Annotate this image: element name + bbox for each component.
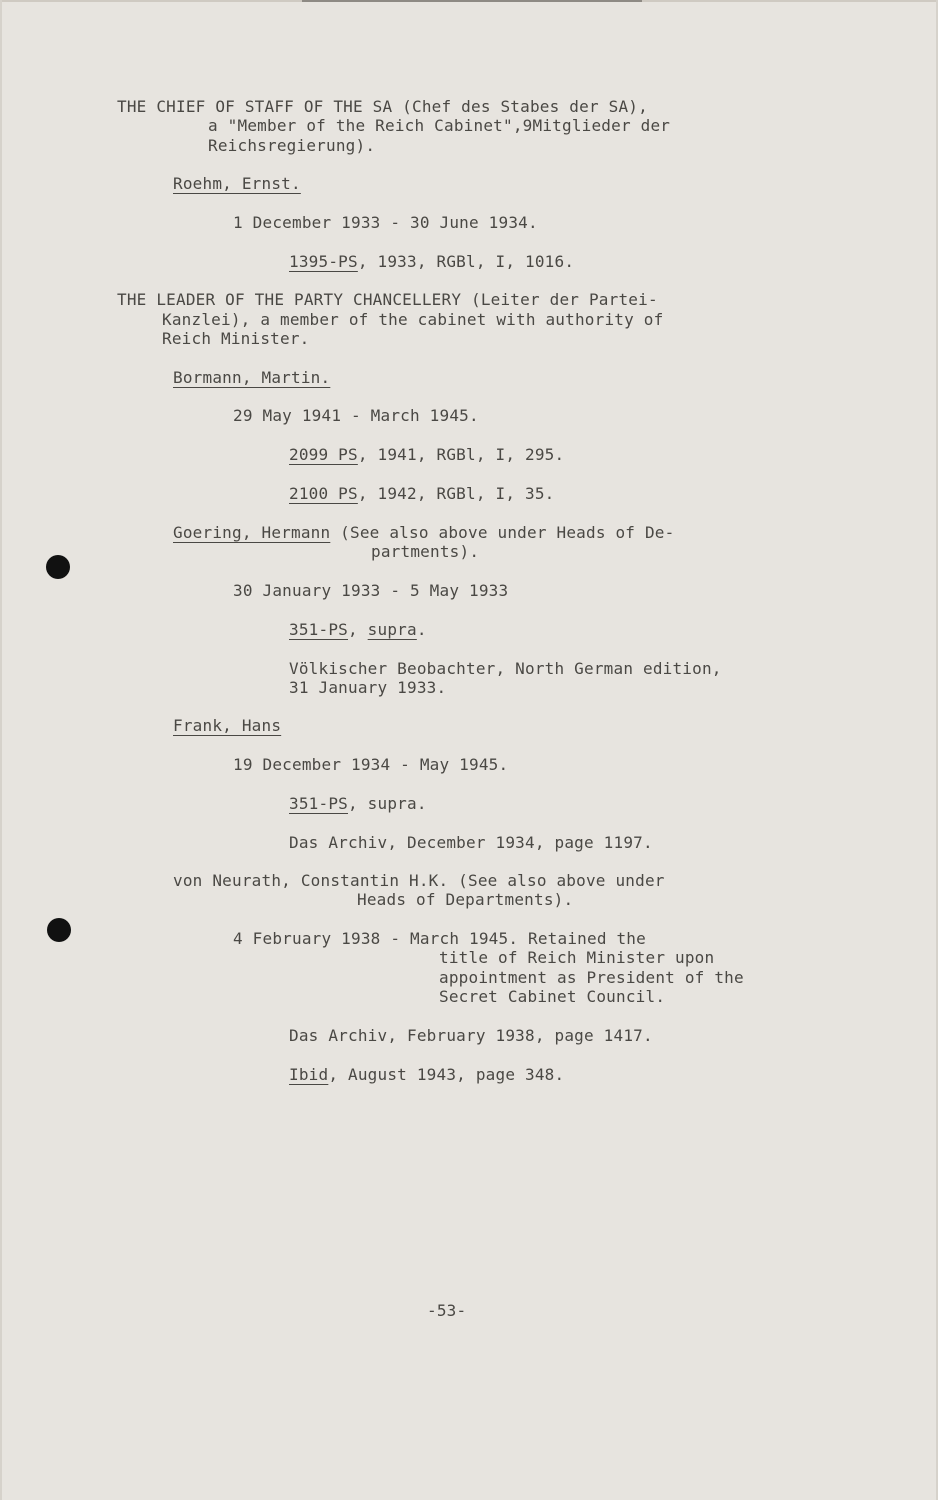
neurath-dates-line1: 4 February 1938 - March 1945. Retained the bbox=[233, 929, 646, 948]
page-top-fold-mark bbox=[302, 0, 642, 2]
neurath-entry-line2: Heads of Departments). bbox=[357, 890, 574, 909]
goering-reference-1 bbox=[289, 620, 427, 640]
party-heading-line2: Kanzlei), a member of the cabinet with authority of bbox=[162, 310, 664, 329]
party-heading-line1: THE LEADER OF THE PARTY CHANCELLERY (Leiter der Partei- bbox=[117, 290, 658, 309]
goering-entry-line1 bbox=[173, 523, 674, 543]
party-heading-line3: Reich Minister. bbox=[162, 329, 310, 348]
bormann-reference-2 bbox=[289, 484, 555, 504]
punch-hole-lower bbox=[47, 918, 71, 942]
bormann-ref2-document: 2100 PS bbox=[289, 484, 358, 503]
punch-hole-upper bbox=[46, 555, 70, 579]
neurath-reference-2 bbox=[289, 1065, 564, 1085]
bormann-reference-1 bbox=[289, 445, 564, 465]
neurath-ref2-citation: , August 1943, page 348. bbox=[328, 1065, 565, 1084]
sa-heading-line3: Reichsregierung). bbox=[208, 136, 376, 155]
bormann-ref1-citation: , 1941, RGBl, I, 295. bbox=[357, 445, 565, 464]
frank-name: Frank, Hans bbox=[173, 716, 282, 735]
bormann-ref2-citation: , 1942, RGBl, I, 35. bbox=[357, 484, 555, 503]
goering-ref1-separator: , bbox=[348, 620, 368, 639]
neurath-dates-line2: title of Reich Minister upon bbox=[439, 948, 715, 967]
neurath-entry-line1: von Neurath, Constantin H.K. (See also above under bbox=[173, 871, 665, 890]
frank-ref1-document: 351-PS bbox=[289, 794, 348, 813]
neurath-dates-line4: Secret Cabinet Council. bbox=[439, 987, 666, 1006]
roehm-ref-citation: , 1933, RGBl, I, 1016. bbox=[357, 252, 575, 271]
goering-reference-2-line2: 31 January 1933. bbox=[289, 678, 447, 697]
neurath-reference-1: Das Archiv, February 1938, page 1417. bbox=[289, 1026, 653, 1045]
neurath-dates-line3: appointment as President of the bbox=[439, 968, 744, 987]
frank-reference-2: Das Archiv, December 1934, page 1197. bbox=[289, 833, 653, 852]
frank-reference-1 bbox=[289, 794, 427, 814]
sa-heading-line2: a "Member of the Reich Cabinet",9Mitglieder der bbox=[208, 116, 671, 135]
roehm-dates: 1 December 1933 - 30 June 1934. bbox=[233, 213, 538, 232]
roehm-reference bbox=[289, 252, 574, 272]
frank-ref1-citation: , supra. bbox=[348, 794, 427, 813]
roehm-name: Roehm, Ernst. bbox=[173, 174, 301, 193]
bormann-name: Bormann, Martin. bbox=[173, 368, 331, 387]
goering-note: (See also above under Heads of De- bbox=[330, 523, 675, 542]
goering-reference-2-line1: Völkischer Beobachter, North German edition, bbox=[289, 659, 722, 678]
goering-entry-line2: partments). bbox=[371, 542, 480, 561]
bormann-dates: 29 May 1941 - March 1945. bbox=[233, 406, 479, 425]
sa-heading-line1: THE CHIEF OF STAFF OF THE SA (Chef des Stabes der SA), bbox=[117, 97, 648, 116]
frank-dates: 19 December 1934 - May 1945. bbox=[233, 755, 509, 774]
page-number: -53- bbox=[427, 1301, 467, 1320]
goering-ref1-supra: supra bbox=[367, 620, 417, 639]
goering-name: Goering, Hermann bbox=[173, 523, 331, 542]
goering-ref1-document: 351-PS bbox=[289, 620, 348, 639]
roehm-ref-document: 1395-PS bbox=[289, 252, 358, 271]
neurath-ref2-ibid: Ibid bbox=[289, 1065, 329, 1084]
goering-dates: 30 January 1933 - 5 May 1933 bbox=[233, 581, 509, 600]
goering-ref1-end: . bbox=[416, 620, 427, 639]
bormann-ref1-document: 2099 PS bbox=[289, 445, 358, 464]
